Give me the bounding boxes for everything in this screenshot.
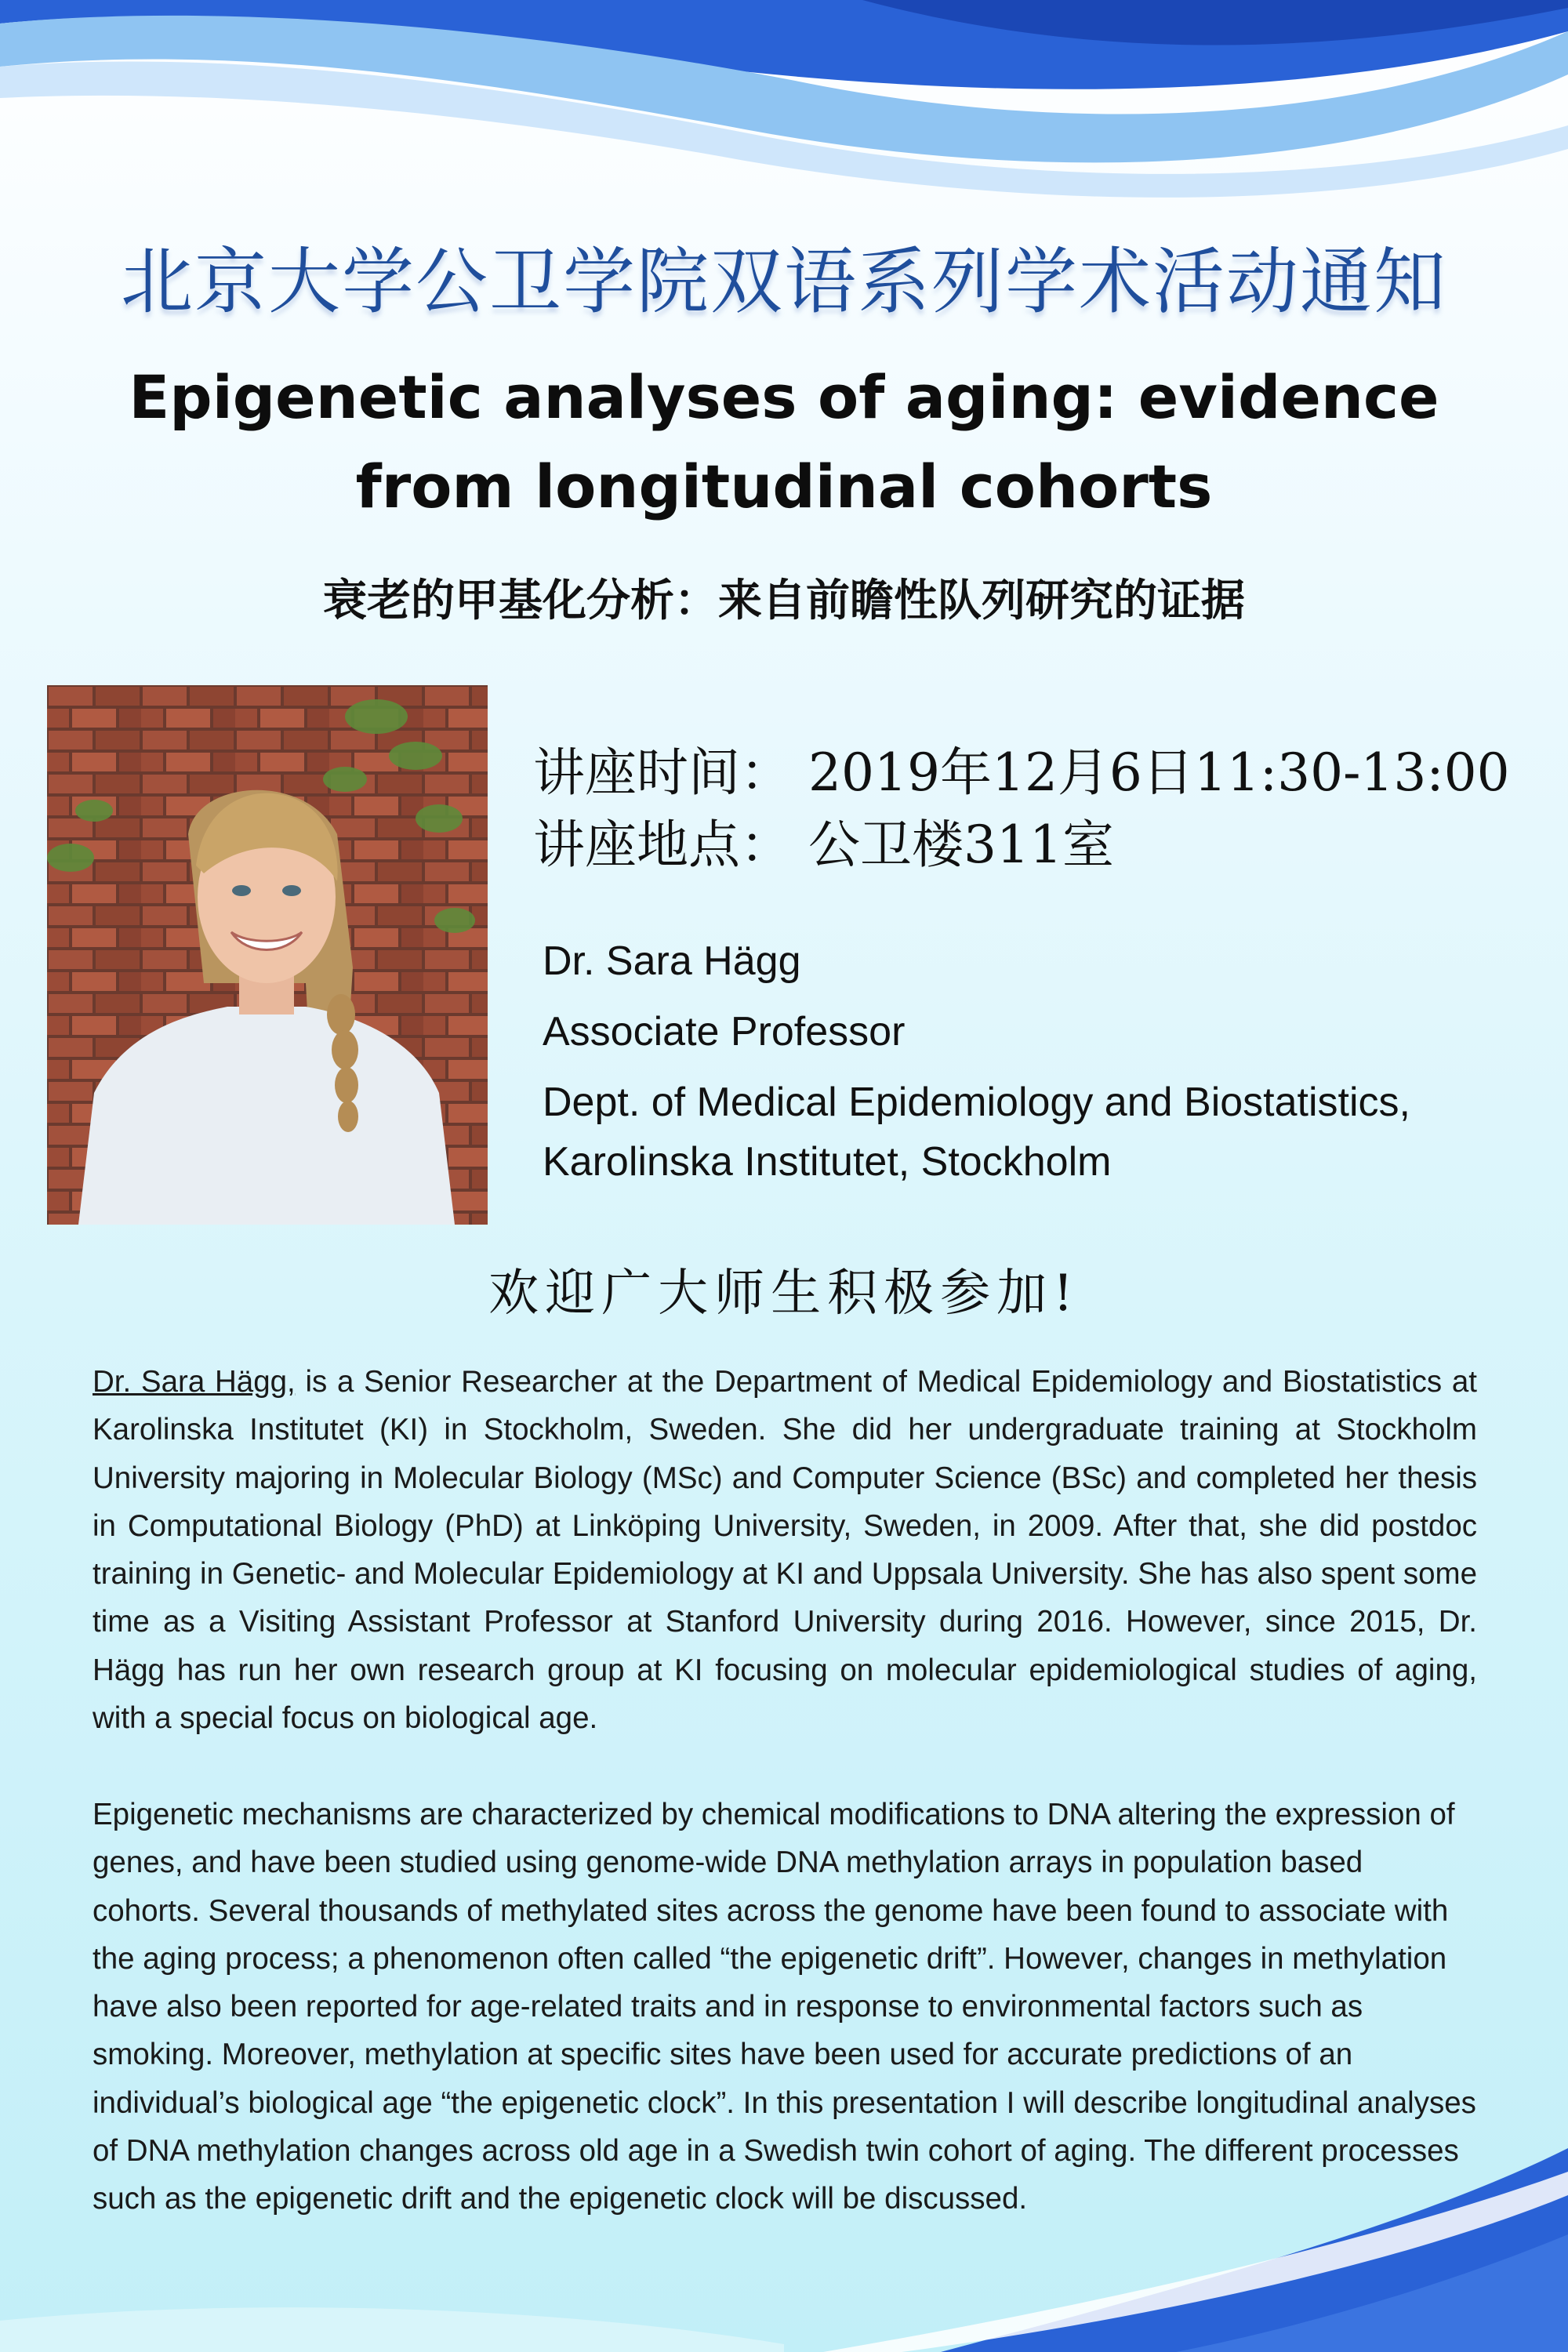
speaker-name: Dr. Sara Hägg xyxy=(543,938,801,984)
talk-abstract: Epigenetic mechanisms are characterized by chemical modifications to DNA altering the expression of genes, and have been studied using genome-wide DNA methylation arrays in population based cohorts. Several thousands of methylated sites across the genome have been found to associate with the aging process; a phenomenon often called “the epigenetic drift”. However, changes in methylation have also been reported for age-related traits and in response to environmental factors such as smoking. Moreover, methylation at specific sites have been used for accurate predictions of an individual’s biological age “the epigenetic clock”. In this presentation I will describe longitudinal analyses of DNA methylation changes across old age in a Swedish twin cohort of aging. The different processes such as the epigenetic drift and the epigenetic clock will be discussed. xyxy=(93,1798,1476,2216)
speaker-bio xyxy=(93,1358,1477,1742)
lecture-time-value: 2019年12月6日11:30-13:00 xyxy=(808,742,1510,803)
series-title: 北京大学公卫学院双语系列学术活动通知 xyxy=(120,240,1447,324)
lecture-time-label: 讲座时间： xyxy=(533,742,792,803)
speaker-institution: Karolinska Institutet, Stockholm xyxy=(543,1139,1112,1185)
talk-title-english: Epigenetic analyses of aging: evidence from longitudinal cohorts xyxy=(129,362,1439,521)
talk-title-chinese: 衰老的甲基化分析：来自前瞻性队列研究的证据 xyxy=(323,575,1245,626)
speaker-portrait-illustration xyxy=(47,685,488,1225)
bio-text: is a Senior Researcher at the Department of Medical Epidemiology and Biostatistics at Karolinska Institutet (KI) in Stockholm, Sweden. She did her undergraduate training at Stockholm University majoring in Molecular Biology (MSc) and Computer Science (BSc) and completed her thesis in Computational Biology (PhD) at Linköping University, Sweden, in 2009. After that, she did postdoc training in Genetic- and Molecular Epidemiology at KI and Uppsala University. She has also spent some time as a Visiting Assistant Professor at Stanford University during 2016. However, since 2015, Dr. Hägg has run her own research group at KI focusing on molecular epidemiological studies of aging, with a special focus on biological age. xyxy=(93,1365,1477,1736)
speaker-title: Associate Professor xyxy=(543,1009,906,1054)
bio-speaker-name: Dr. Sara Hägg, xyxy=(93,1365,296,1399)
speaker-department: Dept. of Medical Epidemiology and Biostatistics, xyxy=(543,1080,1410,1125)
speaker-photo xyxy=(47,685,488,1225)
lecture-time xyxy=(533,731,1510,805)
lecture-place-value: 公卫楼311室 xyxy=(808,815,1114,875)
lecture-place xyxy=(533,803,1114,877)
lecture-place-label: 讲座地点： xyxy=(533,815,792,875)
welcome-message: 欢迎广大师生积极参加! xyxy=(488,1265,1080,1323)
